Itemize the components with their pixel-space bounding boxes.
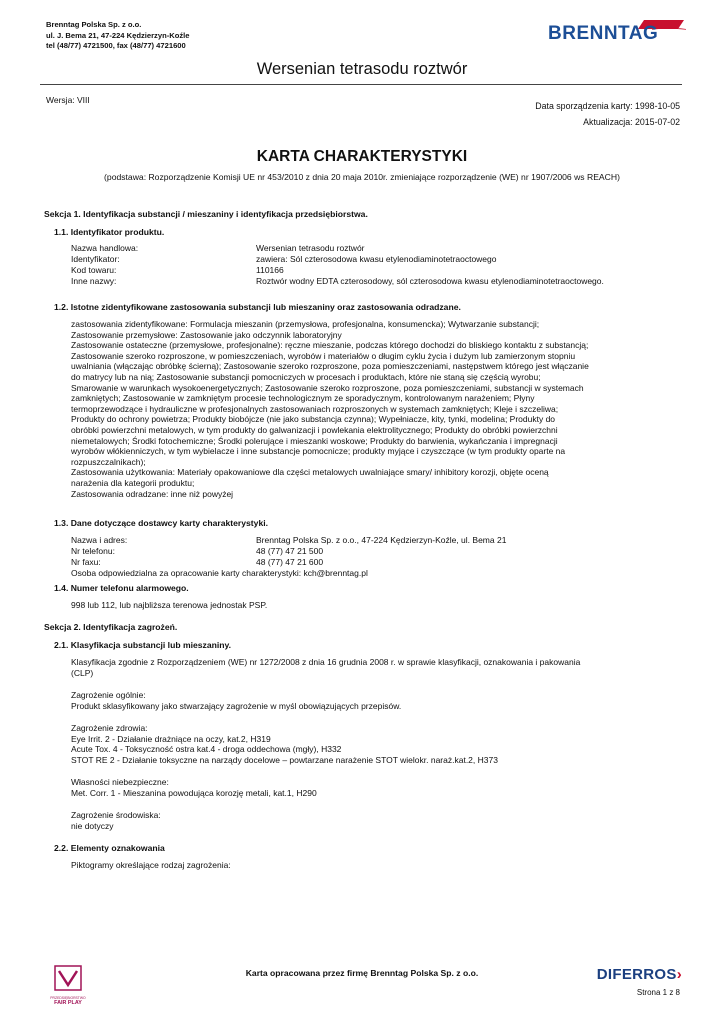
row-key: Nr telefonu: [71,546,115,556]
s22-heading: 2.2. Elementy oznakowania [54,843,165,853]
row-value: 48 (77) 47 21 500 [256,546,324,556]
row-key: Nazwa i adres: [71,535,128,545]
date-created: Data sporządzenia karty: 1998-10-05 [535,101,680,111]
fairplay-subtitle: PRZEDSIĘBIORSTWO [50,996,86,1000]
page-number: Strona 1 z 8 [636,988,680,997]
row-value: Brenntag Polska Sp. z o.o., 47-224 Kędzierzyn-Koźle, ul. Bema 21 [256,535,507,545]
environment-hazard: Zagrożenie środowiska: nie dotyczy [71,810,161,831]
s21-heading: 2.1. Klasyfikacja substancji lub mieszaniny. [54,640,232,650]
s12-heading: 1.2. Istotne zidentyfikowane zastosowania substancji lub mieszaniny oraz zastosowania odradzane. [54,302,461,312]
diferros-logo [597,966,682,983]
row-key: Inne nazwy: [71,276,117,286]
table-row [71,557,686,567]
company-name: Brenntag Polska Sp. z o.o. [46,20,142,29]
row-key: Nazwa handlowa: [71,243,139,253]
row-key: Nr faxu: [71,557,101,567]
diferros-arrow-icon: › [676,966,682,983]
row-value: Roztwór wodny EDTA czterosodowy, sól czterosodowa kwasu etylenodiaminotetraoctowego. [256,276,604,286]
section1-heading: Sekcja 1. Identyfikacja substancji / mieszaniny i identyfikacja przedsiębiorstwa. [44,209,368,219]
health-hazard: Zagrożenie zdrowia: Eye Irrit. 2 - Działanie drażniące na oczy, kat.2, H319 Acute Tox. 4 - Toksyczność ostra kat.4 - droga oddechowa (mgły), H332 STOT RE 2 - Działanie toksyczne na narządy docelowe – powtarzane narażenie STOT wielokr. naraż.kat.2, H373 [71,723,498,765]
pictograms-text: Piktogramy określające rodzaj zagrożenia: [71,860,231,870]
table-row [71,535,686,545]
date-updated: Aktualizacja: 2015-07-02 [583,117,680,127]
s14-heading: 1.4. Numer telefonu alarmowego. [54,583,189,593]
row-value: 110166 [256,265,284,275]
row-key: Kod towaru: [71,265,117,275]
row-value: Wersenian tetrasodu roztwór [256,243,365,253]
brenntag-logo [548,17,688,48]
row-key: Identyfikator: [71,254,120,264]
s14-text: 998 lub 112, lub najbliższa terenowa jednostak PSP. [71,600,268,610]
responsible-person: Osoba odpowiedzialna za opracowanie karty charakterystyki: kch@brenntag.pl [71,568,368,578]
s11-heading: 1.1. Identyfikator produktu. [54,227,165,237]
brenntag-logo-text: BRENNTAG [548,23,659,44]
row-value: zawiera: Sól czterosodowa kwasu etylenodiaminotetraoctowego [256,254,497,264]
company-address: ul. J. Bema 21, 47-224 Kędzierzyn-Koźle [46,30,190,40]
document-title: KARTA CHARAKTERYSTYKI [256,148,468,165]
product-title: Wersenian tetrasodu roztwór [256,60,468,78]
company-info [46,20,190,52]
diferros-text: DIFERROS [596,966,677,983]
version: Wersja: VIII [46,95,90,105]
dates [535,98,680,130]
table-row [71,243,686,253]
general-hazard: Zagrożenie ogólnie: Produkt sklasyfikowany jako stwarzający zagrożenie w myśl obowiązujących przepisów. [71,690,402,711]
section2-heading: Sekcja 2. Identyfikacja zagrożeń. [44,622,178,632]
footer-prepared-by: Karta opracowana przez firmę Brenntag Polska Sp. z o.o. [245,968,479,978]
table-row [71,265,686,275]
s13-heading: 1.3. Dane dotyczące dostawcy karty charakterystyki. [54,518,269,528]
table-row [71,276,686,286]
s12-text: zastosowania zidentyfikowane: Formulacja mieszanin (przemysłowa, profesjonalna, konsumencka); Wytwarzanie substancji; Zastosowanie przemysłowe: Zastosowanie jako odczynnik laboratoryjny Zastosowanie ostateczne (przemysłowe, profesjonalne): ręczne mieszanie, podczas którego dochodzi do bliskiego kontaktu z substancją; Zastosowanie szeroko rozproszone, w pomieszczeniach, wyrobów i materiałów o długim cyklu życia i dużym lub zamierzonym stopniu uwalniania (włączając obróbkę ścierną); Zastosowanie szeroko rozproszone, poza pomieszczeniami, następstwem którego jest włączanie do matrycy lub na nią; Zastosowanie substancji pomocniczych w procesach i produktach, które nie staną się częścią wyrobu; Smarowanie w warunkach wysokoenergetycznych; Zastosowanie szeroko rozproszone, poza pomieszczeniami, substancji w systemach zamkniętych; Zastosowanie w zamkniętym procesie technologicznym ze sporadycznym, kontrolowanym narażeniem; Płyny termoprzewodzące i hydrauliczne w profesjonalnych zastosowaniach rozproszonych w systemach zamkniętych; Kleje i szczeliwa; Produkty do ochrony powietrza; Produkty biobójcze (nie jako substancja czynna); Wypełniacze, kity, tynki, modelina; Produkty do obróbki powierzchni metalowych, w tym produkty do galwanizacji i powlekania elektrolitycznego; Produkty do obróbki powierzchni niemetalowych; Środki fotochemiczne; Środki polerujące i mieszanki woskowe; Produkty do barwienia, wykańczania i impregnacji wyrobów włókienniczych, w tym wybielacze i inne substancje pomocnicze; produkty myjące i czyszczące (w tym produkty oparte na rozpuszczalnikach); Zastosowania użytkowania: Materiały opakowaniowe dla części metalowych uwalniające smary/ inhibitory korozji, objęte oceną narażenia dla kategorii produktu; Zastosowania odradzane: inne niż powyżej [71,319,589,499]
header-divider [40,84,682,85]
legal-basis: (podstawa: Rozporządzenie Komisji UE nr 453/2010 z dnia 20 maja 2010r. zmieniające rozporządzenie (WE) nr 1907/2006 ws REACH) [104,172,620,182]
row-value: 48 (77) 47 21 600 [256,557,324,567]
table-row [71,546,686,556]
company-phone: tel (48/77) 4721500, fax (48/77) 4721600 [46,41,186,50]
table-row [71,254,686,264]
classification-text: Klasyfikacja zgodnie z Rozporządzeniem (WE) nr 1272/2008 z dnia 16 grudnia 2008 r. w sprawie klasyfikacji, oznakowania i pakowania (CLP) [71,657,581,678]
fairplay-label: FAIR PLAY [54,1000,82,1006]
physical-hazard: Własności niebezpieczne: Met. Corr. 1 - Mieszanina powodująca korozję metali, kat.1, H290 [71,777,317,798]
